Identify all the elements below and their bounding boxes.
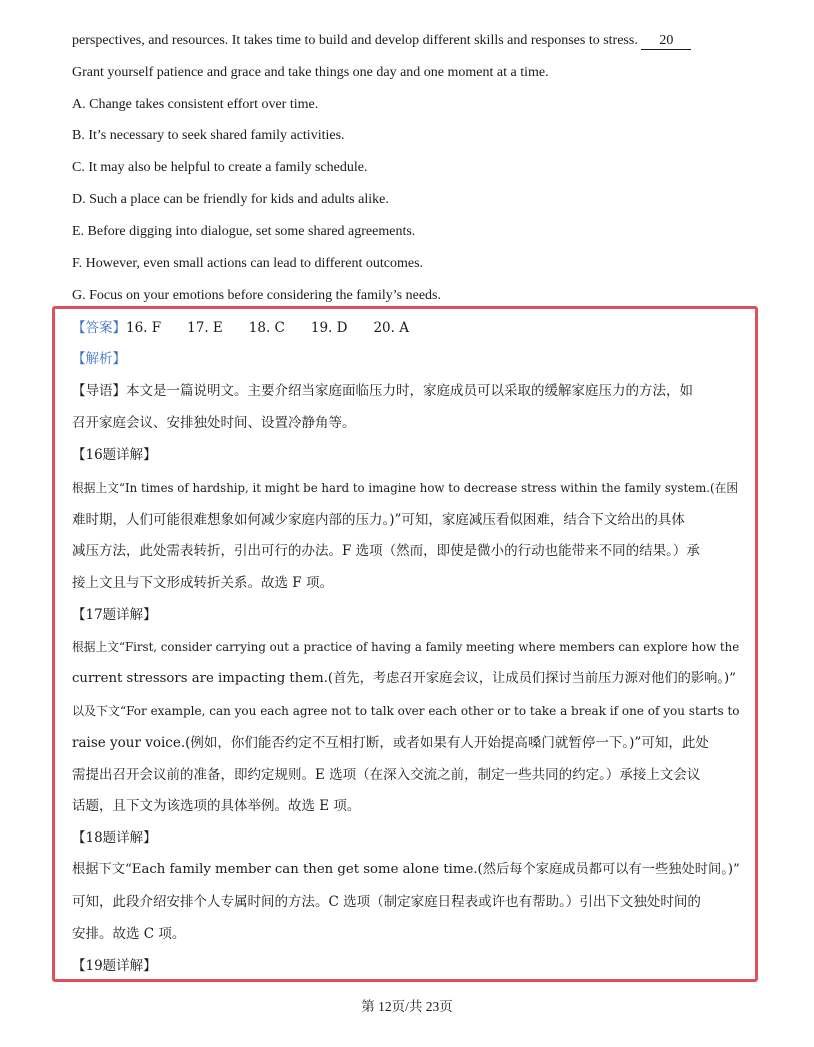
q17-line: 需提出召开会议前的准备，即约定规则。E 选项（在深入交流之前，制定一些共同的约定。）承接上文会议 xyxy=(72,767,701,783)
intro-line-1 xyxy=(72,382,693,400)
q17-line: 话题，且下文为该选项的具体举例。故选 E 项。 xyxy=(72,798,361,814)
passage-line xyxy=(72,32,691,50)
passage-line-next: Grant yourself patience and grace and take things one day and one moment at a time. xyxy=(72,65,549,80)
answer-row xyxy=(72,319,435,337)
q17-line: raise your voice.(例如，你们能否约定不互相打断，或者如果有人开始提高嗓门就暂停一下。)”可知，此处 xyxy=(72,735,709,751)
q16-label: 【16题详解】 xyxy=(72,447,157,463)
option-e: E. Before digging into dialogue, set some shared agreements. xyxy=(72,224,416,239)
q18-line: 根据下文“Each family member can then get some alone time.(然后每个家庭成员都可以有一些独处时间。)” xyxy=(72,862,740,877)
answer-item: 20. A xyxy=(373,320,409,336)
analysis-label: 【解析】 xyxy=(72,351,126,367)
answer-blank-20: 20 xyxy=(641,33,691,50)
q16-line: 根据上文“In times of hardship, it might be hard to imagine how to decrease stress within the family system.(在困 xyxy=(72,481,739,495)
answer-label: 【答案】 xyxy=(72,320,126,336)
answer-item: 18. C xyxy=(248,320,285,336)
q18-label: 【18题详解】 xyxy=(72,830,157,846)
q16-line: 接上文且与下文形成转折关系。故选 F 项。 xyxy=(72,575,333,591)
q17-line: 根据上文“First, consider carrying out a practice of having a family meeting where members can explore how the xyxy=(72,640,740,654)
intro-text: 本文是一篇说明文。主要介绍当家庭面临压力时，家庭成员可以采取的缓解家庭压力的方法，如 xyxy=(126,383,693,399)
passage-text: perspectives, and resources. It takes time to build and develop different skills and responses to stress. xyxy=(72,33,638,48)
option-f: F. However, even small actions can lead to different outcomes. xyxy=(72,256,424,271)
option-b: B. It’s necessary to seek shared family activities. xyxy=(72,128,345,143)
answer-item: 19. D xyxy=(310,320,348,336)
intro-label: 【导语】 xyxy=(72,383,126,399)
option-c: C. It may also be helpful to create a family schedule. xyxy=(72,160,368,175)
page-number-footer: 第 12页/共 23页 xyxy=(361,999,453,1014)
q19-label: 【19题详解】 xyxy=(72,958,157,974)
intro-line-2: 召开家庭会议、安排独处时间、设置冷静角等。 xyxy=(72,415,356,431)
q17-line: current stressors are impacting them.(首先，考虑召开家庭会议，让成员们探讨当前压力源对他们的影响。)” xyxy=(72,671,736,686)
q17-line: 以及下文“For example, can you each agree not to talk over each other or to take a break if one of you starts to xyxy=(72,704,740,718)
q17-label: 【17题详解】 xyxy=(72,607,157,623)
q16-line: 难时期，人们可能很难想象如何减少家庭内部的压力。)”可知，家庭减压看似困难，结合下文给出的具体 xyxy=(72,512,685,528)
q18-line: 安排。故选 C 项。 xyxy=(72,926,186,942)
answer-item: 16. F xyxy=(126,320,162,336)
answer-item: 17. E xyxy=(187,320,223,336)
option-d: D. Such a place can be friendly for kids and adults alike. xyxy=(72,192,389,207)
q18-line: 可知，此段介绍安排个人专属时间的方法。C 选项（制定家庭日程表或许也有帮助。）引出下文独处时间的 xyxy=(72,894,701,910)
q16-line: 减压方法，此处需表转折，引出可行的办法。F 选项（然而，即使是微小的行动也能带来不同的结果。）承 xyxy=(72,543,700,559)
option-g: G. Focus on your emotions before considering the family’s needs. xyxy=(72,288,441,303)
option-a: A. Change takes consistent effort over time. xyxy=(72,97,319,112)
